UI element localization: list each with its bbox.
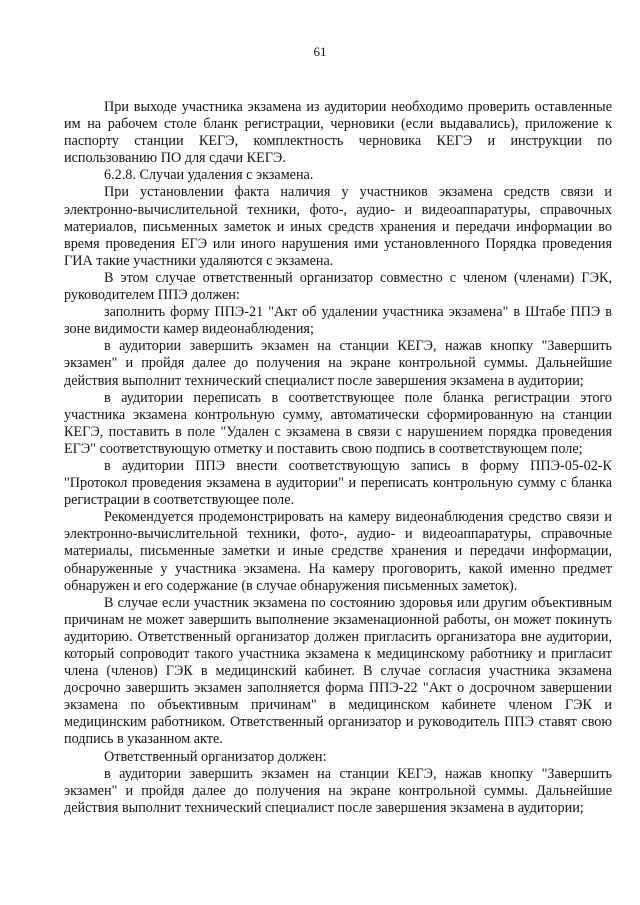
paragraph-removal-conditions: При установлении факта наличия у участников экзамена средств связи и электронно-вычислительной техники, фото-, аудио- и видеоаппаратуры, справочных материалов, письменных заметок и иных средств хранения и передачи информации во время проведения ЕГЭ или иного нарушения ими установленного Порядка проведения ГИА такие участники удаляются с экзамена.: [64, 184, 612, 269]
paragraph-exit-check: При выходе участника экзамена из аудитории необходимо проверить оставленные им на рабочем столе бланк регистрации, черновики (если выдавались), приложение к паспорту станции КЕГЭ, комплектность черновика КЕГЭ и инструкции по использованию ПО для сдачи КЕГЭ.: [64, 99, 612, 167]
paragraph-finish-exam-station-2: в аудитории завершить экзамен на станции КЕГЭ, нажав кнопку "Завершить экзамен" и пройдя далее до получения на экране контрольной суммы. Дальнейшие действия выполнит технический специалист после завершения экзамена в аудитории;: [64, 765, 612, 816]
section-heading-removal-cases: 6.2.8. Случаи удаления с экзамена.: [104, 167, 314, 184]
paragraph-organizer-must: Ответственный организатор должен:: [104, 748, 327, 765]
paragraph-copy-checksum: в аудитории переписать в соответствующее поле бланка регистрации этого участника экзамена контрольную сумму, автоматически сформированную на станции КЕГЭ, поставить в поле "Удален с экзамена в связи с нарушением порядка проведения ЕГЭ" соответствующую отметку и поставить свою подпись в соответствующем поле;: [64, 389, 612, 457]
paragraph-finish-exam-station: в аудитории завершить экзамен на станции КЕГЭ, нажав кнопку "Завершить экзамен" и пройдя далее до получения на экране контрольной суммы. Дальнейшие действия выполнит технический специалист после завершения экзамена в аудитории;: [64, 338, 612, 389]
paragraph-camera-demonstration: Рекомендуется продемонстрировать на камеру видеонаблюдения средство связи и электронно-вычислительной техники, фото-, аудио- и видеоаппаратуры, справочные материалы, письменные заметки и иные средстве хранения и передачи информации, обнаруженные у участника экзамена. На камеру проговорить, какой именно предмет обнаружен и его содержание (в случае обнаружения письменных заметок).: [64, 509, 612, 594]
paragraph-organizer-duties-intro: В этом случае ответственный организатор совместно с членом (членами) ГЭК, руководителем ППЭ должен:: [64, 269, 612, 304]
page-number: 61: [313, 44, 327, 59]
document-body: [64, 99, 612, 817]
paragraph-fill-form-ppe-21: заполнить форму ППЭ-21 "Акт об удалении участника экзамена" в Штабе ППЭ в зоне видимости камер видеонаблюдения;: [64, 304, 612, 338]
paragraph-early-completion: В случае если участник экзамена по состоянию здоровья или другим объективным причинам не может завершить выполнение экзаменационной работы, он может покинуть аудиторию. Ответственный организатор должен пригласить организатора вне аудитории, который сопроводит такого участника экзамена к медицинскому работнику и пригласит члена (членов) ГЭК в медицинский кабинет. В случае согласия участника экзамена досрочно завершить экзамен заполняется форма ППЭ-22 "Акт о досрочном завершении экзамена по объективным причинам" в медицинском кабинете членом ГЭК и медицинским работником. Ответственный организатор и руководитель ППЭ ставят свою подпись в указанном акте.: [64, 594, 612, 748]
paragraph-record-protocol: в аудитории ППЭ внести соответствующую запись в форму ППЭ-05-02-К "Протокол проведения экзамена в аудитории" и переписать контрольную сумму с бланка регистрации в соответствующее поле.: [64, 457, 612, 509]
